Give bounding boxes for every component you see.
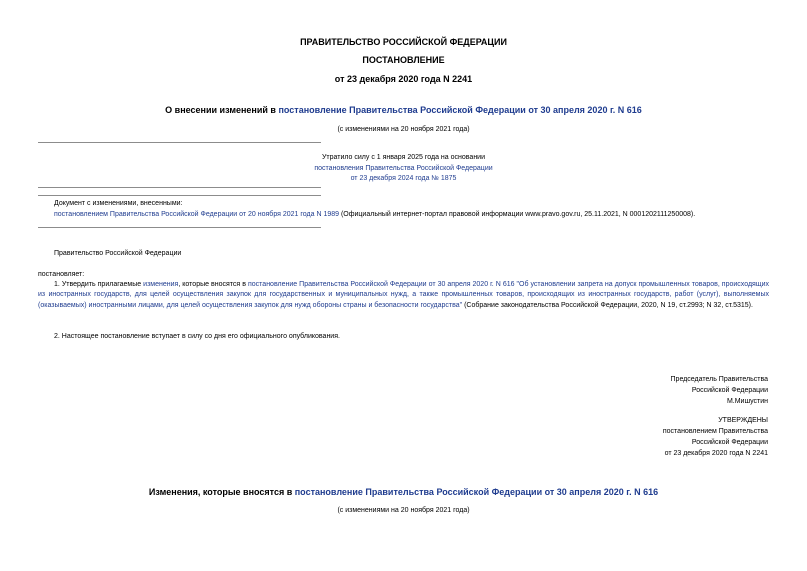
expiry-link-line1[interactable]: постановления Правительства Российской Федерации [314,164,493,172]
approved-date: от 23 декабря 2020 года N 2241 [664,450,768,457]
decrees-word: постановляет: [38,271,85,278]
government-name: Правительство Российской Федерации [54,250,182,257]
approved-word: УТВЕРЖДЕНЫ [718,417,768,424]
paragraph-1 [38,280,769,311]
approved-country: Российской Федерации [691,439,768,446]
expiry-text: Утратило силу с 1 января 2025 года на основании [321,154,486,161]
expiry-notice [0,153,807,185]
appendix-prefix: Изменения, которые вносятся в [148,487,295,497]
signature-country: Российской Федерации [691,387,768,394]
signature-name: М.Мишустин [726,398,768,405]
approval-block [468,415,768,459]
p1-text-a: 1. Утвердить прилагаемые [54,281,144,288]
p1-text-b: , которые вносятся в [178,281,248,288]
title-link[interactable]: постановление Правительства Российской Федерации от 30 апреля 2020 г. N 616 [278,105,642,115]
divider [38,195,321,196]
divider [38,187,321,188]
paragraph-2: 2. Настоящее постановление вступает в силу со дня его официального опубликования. [54,333,340,340]
p1-changes-link[interactable]: изменения [143,281,179,288]
changes-link[interactable]: постановлением Правительства Российской Федерации от 20 ноября 2021 года N 1989 [54,211,340,218]
changes-source: (Официальный интернет-портал правовой информации www.pravo.gov.ru, 25.11.2021, N 0001202111250008). [339,211,696,218]
document-date-number: от 23 декабря 2020 года N 2241 [334,74,473,84]
signature-title: Председатель Правительства [670,376,768,383]
approved-by: постановлением Правительства [662,428,768,435]
expiry-link-line2[interactable]: от 23 декабря 2024 года № 1875 [350,175,457,182]
appendix-title [0,487,807,497]
document-title [0,105,807,115]
signature-block [468,374,768,407]
p1-text-c: (Собрание законодательства Российской Федерации, 2020, N 19, ст.2993; N 32, ст.5315). [462,301,753,309]
changes-label: Документ с изменениями, внесенными: [54,200,183,207]
p1-decree-link[interactable]: постановление Правительства Российской Федерации от 30 апреля 2020 г. N 616 "Об установлении запрета на допуск промышленных товаров, происходящих из иностранных государств, для целей осуществления закупок для государственных и муниципальных нужд, а также промышленных товаров, происходящих из иностранных государств, работ (услуг), выполняемых (оказываемых) иностранными лицами, для целей осуществления закупок для нужд обороны страны и безопасности государства" [38,281,769,309]
government-heading: ПРАВИТЕЛЬСТВО РОССИЙСКОЙ ФЕДЕРАЦИИ [300,37,507,47]
appendix-link[interactable]: постановление Правительства Российской Федерации от 30 апреля 2020 г. N 616 [294,487,659,497]
title-prefix: О внесении изменений в [165,105,279,115]
appendix-amendment-note: (с изменениями на 20 ноября 2021 года) [337,507,470,514]
changes-line [54,211,695,218]
divider [38,142,321,143]
document-type: ПОСТАНОВЛЕНИЕ [362,55,445,65]
amendment-note: (с изменениями на 20 ноября 2021 года) [337,126,470,133]
divider [38,227,321,228]
